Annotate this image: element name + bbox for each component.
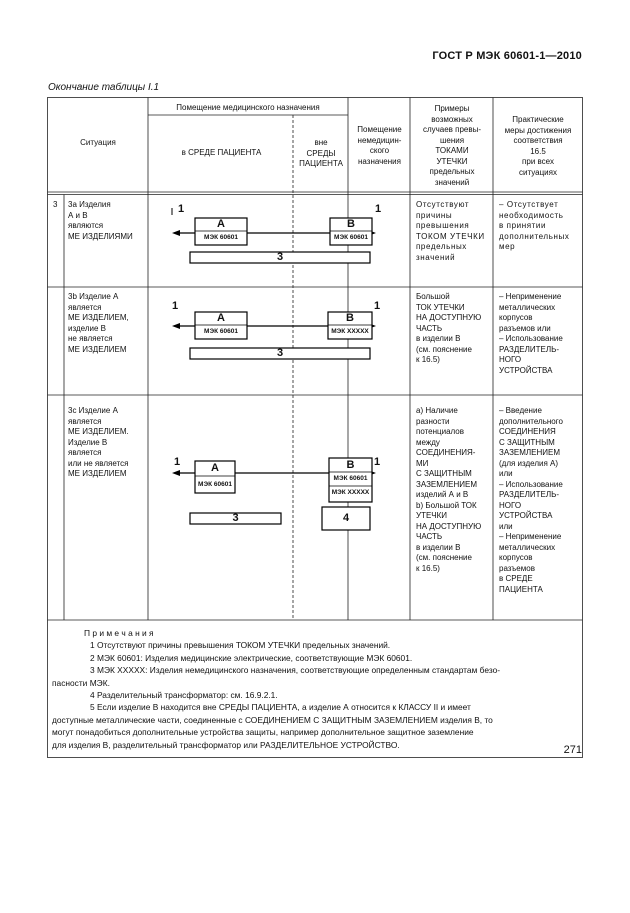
device-a-code: МЭК 60601 — [204, 234, 238, 241]
note-5-cont3: для изделия В, разделительный трансформатор или РАЗДЕЛИТЕЛЬНОЕ УСТРОЙСТВО. — [52, 739, 400, 750]
device-a-label: А — [217, 218, 225, 230]
marker-right: 1 — [375, 203, 382, 215]
bar-label: 3 — [276, 251, 284, 263]
head-situation: Ситуация — [80, 138, 116, 147]
marker-left: 1 — [172, 300, 179, 312]
situation-3a: 3а Изделия А и В являются МЕ ИЗДЕЛИЯМИ — [68, 200, 133, 241]
head-nonmed: Помещение немедицин- ского назначения — [357, 125, 402, 166]
device-b-label: В — [346, 459, 355, 471]
note-5-cont1: доступные металлические части, соединенные с СОЕДИНЕНИЕМ С ЗАЩИТНЫМ ЗАЗЕМЛЕНИЕМ изделия В, то — [52, 714, 493, 725]
marker-left: 1 — [174, 456, 181, 468]
example-3c: а) Наличие разности потенциалов между СОЕДИНЕНИЯ- МИ С ЗАЩИТНЫМ ЗАЗЕМЛЕНИЕМ изделий А и В b) Большой ТОК УТЕЧКИ НА ДОСТУПНУЮ ЧАСТЬ в изделии В (см. пояснение к 16.5) — [416, 406, 482, 573]
note-3: 3 МЭК XXXXX: Изделия немедицинского назначения, соответствующие определенным стандартам безо- — [90, 665, 501, 676]
note-5: 5 Если изделие В находится вне СРЕДЫ ПАЦИЕНТА, а изделие А относится к КЛАССУ II и имеет — [90, 702, 471, 713]
head-out-env: вне СРЕДЫ ПАЦИЕНТА — [299, 138, 343, 168]
device-a-code: МЭК 60601 — [198, 481, 232, 488]
head-in-env: в СРЕДЕ ПАЦИЕНТА — [181, 148, 262, 157]
marker-right: 1 — [374, 456, 381, 468]
note-4: 4 Разделительный трансформатор: см. 16.9.2.1. — [90, 690, 278, 701]
head-med-room: Помещение медицинского назначения — [176, 103, 320, 112]
bar-label: 3 — [276, 347, 284, 359]
head-measures: Практические меры достижения соответствия 16.5 при всех ситуациях — [504, 115, 572, 177]
note-3-cont: пасности МЭК. — [52, 677, 110, 688]
device-b-code: МЭК 60601 — [333, 475, 368, 482]
document-id: ГОСТ Р МЭК 60601-1—2010 — [432, 50, 582, 62]
example-3b: Большой ТОК УТЕЧКИ НА ДОСТУПНУЮ ЧАСТЬ в изделии В (см. пояснение к 16.5) — [416, 292, 482, 364]
device-b-label: В — [347, 218, 355, 230]
marker-right: 1 — [374, 300, 381, 312]
marker-left: 1 — [178, 203, 185, 215]
measure-3c: – Введение дополнительного СОЕДИНЕНИЯ С ЗАЩИТНЫМ ЗАЗЕМЛЕНИЕМ (для изделия А) или – Использование РАЗДЕЛИТЕЛЬ- НОГО УСТРОЙСТВА или – Неприменение металлических корпусов разъемов в СРЕДЕ ПАЦИЕНТА — [499, 406, 563, 594]
measure-3b: – Неприменение металлических корпусов разъемов или – Использование РАЗДЕЛИТЕЛЬ- НОГО УСТРОЙСТВА — [499, 292, 563, 375]
device-a-code: МЭК 60601 — [204, 328, 238, 335]
table-caption: Окончание таблицы I.1 — [48, 82, 160, 93]
note-5-cont2: могут понадобиться дополнительные устройства защиты, например дополнительное защитное заземление — [52, 727, 474, 738]
device-b-code2: МЭК XXXXX — [331, 489, 370, 496]
device-a-label: А — [217, 312, 225, 324]
note-2: 2 МЭК 60601: Изделия медицинские электрические, соответствующие МЭК 60601. — [90, 652, 413, 663]
example-3a: Отсутствуют причины превышения ТОКОМ УТЕЧКИ предельных значений — [416, 200, 485, 262]
situation-3c: 3с Изделие А является МЕ ИЗДЕЛИЕМ. Изделие В является или не является МЕ ИЗДЕЛИЕМ — [68, 406, 129, 478]
box4-label: 4 — [342, 512, 350, 524]
device-b-code: МЭК XXXXX — [331, 328, 369, 335]
table-notes — [52, 627, 580, 751]
notes-title: П р и м е ч а н и я — [84, 628, 154, 638]
page-number: 271 — [563, 744, 582, 756]
device-b-code: МЭК 60601 — [334, 234, 368, 241]
head-examples: Примеры возможных случаев превы- шения ТОКАМИ УТЕЧКИ предельных значений — [422, 104, 482, 187]
bar-label: 3 — [232, 512, 239, 524]
device-b-label: В — [346, 312, 354, 324]
row-number: 3 — [53, 200, 58, 209]
device-a-label: А — [211, 462, 219, 474]
situation-3b: 3b Изделие А является МЕ ИЗДЕЛИЕМ, изделие В не является МЕ ИЗДЕЛИЕМ — [68, 292, 129, 354]
note-1: 1 Отсутствуют причины превышения ТОКОМ УТЕЧКИ предельных значений. — [90, 640, 391, 651]
measure-3a: – Отсутствует необходимость в принятии дополнительных мер — [499, 200, 570, 251]
